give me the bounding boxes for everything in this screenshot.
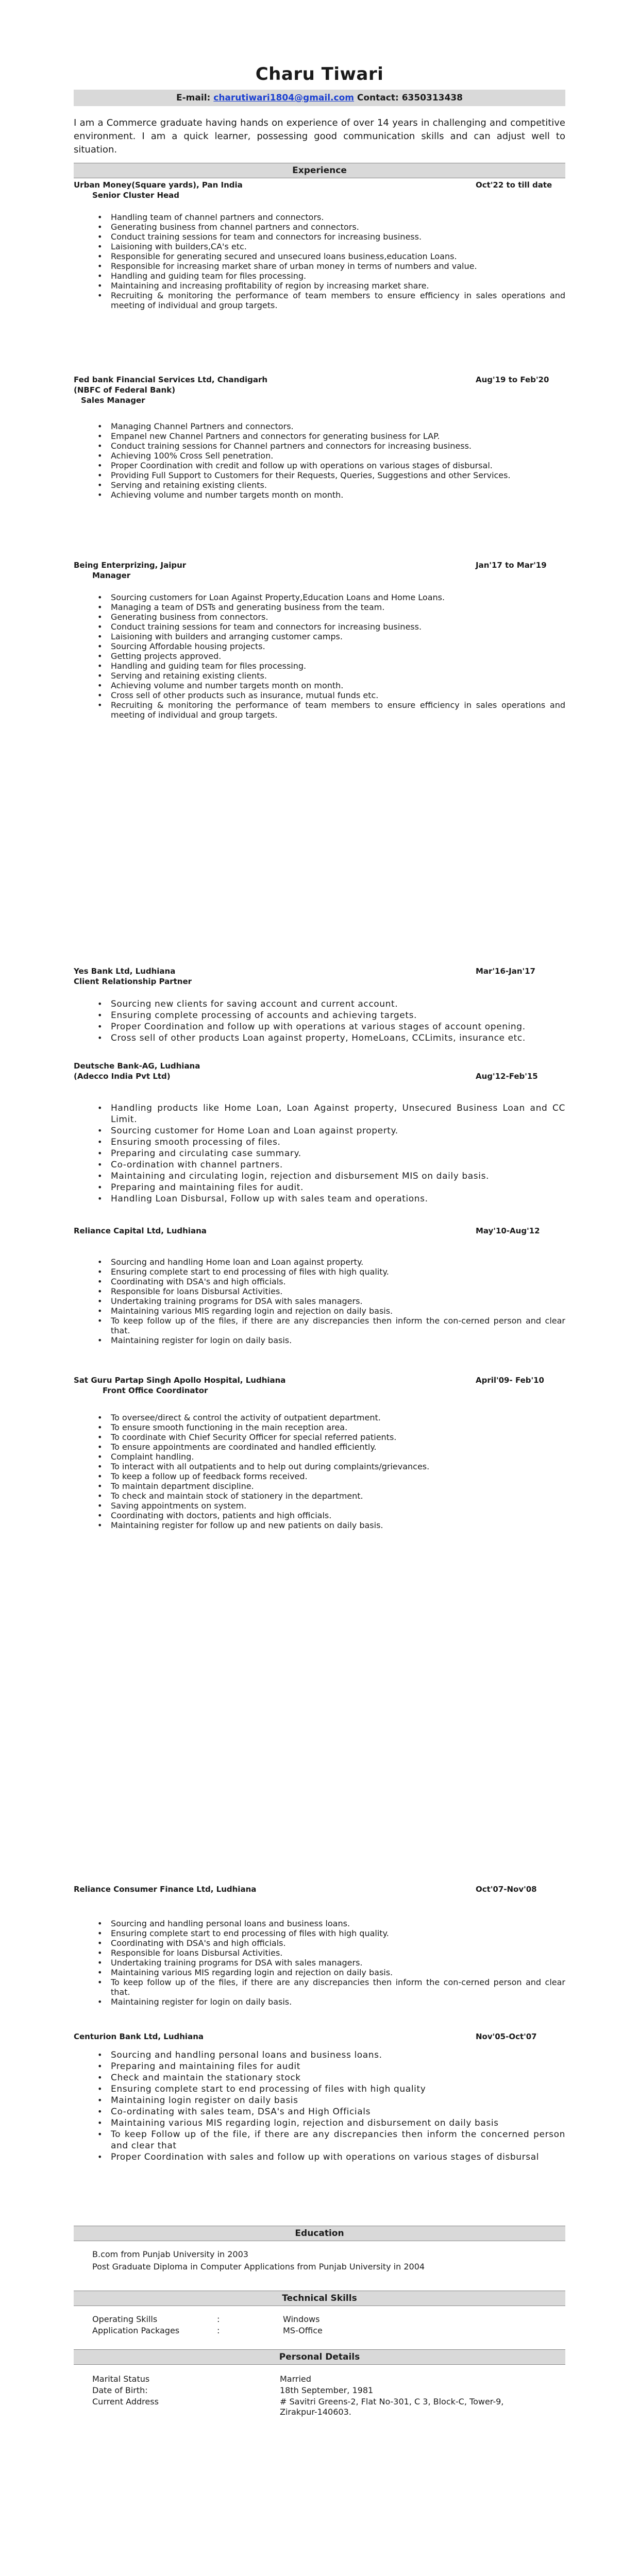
list-item: • Preparing and maintaining files for audit <box>74 2061 565 2072</box>
list-item: • Preparing and maintaining files for audit. <box>74 1182 565 1193</box>
job-role: Senior Cluster Head <box>92 191 180 200</box>
job-company: Yes Bank Ltd, Ludhiana <box>74 967 176 976</box>
job-company: Deutsche Bank-AG, Ludhiana <box>74 1061 200 1071</box>
summary-paragraph: I am a Commerce graduate having hands on experience of over 14 years in challenging and competitive environment. I am a quick learner, possessing good communication skills and can adjust well to situation. <box>74 117 565 155</box>
list-item: • Managing a team of DSTs and generating business from the team. <box>74 602 565 612</box>
list-item: • Generating business from channel partners and connectors. <box>74 222 565 232</box>
list-item: • To maintain department discipline. <box>74 1481 565 1491</box>
list-item: • To keep follow up of the files, if there are any discrepancies then inform the con-cerned person and clear that. <box>74 1316 565 1335</box>
job-dates: Aug'12-Feb'15 <box>476 1072 538 1081</box>
job-dates: Nov'05-Oct'07 <box>476 2032 537 2041</box>
personal-key: Date of Birth: <box>92 2385 148 2395</box>
job-duties-list <box>74 1103 565 1205</box>
list-item: • Generating business from connectors. <box>74 612 565 622</box>
list-item: • Proper Coordination with credit and follow up with operations on various stages of disbursal. <box>74 461 565 470</box>
list-item: • To oversee/direct & control the activity of outpatient department. <box>74 1413 565 1422</box>
job-role: Sales Manager <box>81 396 145 405</box>
section-education: Education <box>74 2226 565 2241</box>
list-item: • To check and maintain stock of stationery in the department. <box>74 1491 565 1501</box>
list-item: • Maintaining various MIS regarding login and rejection on daily basis. <box>74 1968 565 1977</box>
job-company: Reliance Capital Ltd, Ludhiana <box>74 1226 207 1235</box>
personal-value: 18th September, 1981 <box>280 2385 374 2395</box>
list-item: • Responsible for loans Disbursal Activities. <box>74 1286 565 1296</box>
job-dates: April'09- Feb'10 <box>476 1376 544 1385</box>
list-item: • Sourcing and handling Home loan and Loan against property. <box>74 1257 565 1267</box>
list-item: • Co-ordinating with sales team, DSA's and High Officials <box>74 2106 565 2117</box>
list-item: • To keep Follow up of the file, if there are any discrepancies then inform the concerned person and clear that <box>74 2129 565 2151</box>
list-item: • Check and maintain the stationary stock <box>74 2072 565 2083</box>
list-item: • Maintaining register for login on daily basis. <box>74 1997 565 2007</box>
list-item: • Handling team of channel partners and connectors. <box>74 212 565 222</box>
list-item: • Saving appointments on system. <box>74 1501 565 1511</box>
job-company: Being Enterprizing, Jaipur <box>74 561 187 570</box>
list-item: • To keep a follow up of feedback forms received. <box>74 1471 565 1481</box>
list-item: • Proper Coordination and follow up with operations at various stages of account opening. <box>74 1021 565 1032</box>
list-item: • Cross sell of other products such as insurance, mutual funds etc. <box>74 690 565 700</box>
list-item: • Maintaining login register on daily basis <box>74 2095 565 2106</box>
skill-key: Application Packages <box>92 2326 180 2335</box>
list-item: • Ensuring complete start to end processing of files with high quality. <box>74 1267 565 1277</box>
list-item: • To ensure smooth functioning in the main reception area. <box>74 1422 565 1432</box>
list-item: • Achieving volume and number targets month on month. <box>74 490 565 500</box>
list-item: • Proper Coordination with sales and follow up with operations on various stages of disbursal <box>74 2151 565 2163</box>
job-duties-list <box>74 421 565 500</box>
list-item: • Sourcing Affordable housing projects. <box>74 641 565 651</box>
job-dates: Mar'16-Jan'17 <box>476 967 535 976</box>
list-item: • To keep follow up of the files, if there are any discrepancies then inform the con-cerned person and clear that. <box>74 1977 565 1997</box>
list-item: • Complaint handling. <box>74 1452 565 1462</box>
list-item: • Preparing and circulating case summary. <box>74 1148 565 1159</box>
list-item: • Handling and guiding team for files processing. <box>74 661 565 671</box>
job-dates: Oct'07-Nov'08 <box>476 1885 537 1894</box>
job-company-note: (Adecco India Pvt Ltd) <box>74 1072 171 1081</box>
personal-key: Marital Status <box>92 2374 150 2384</box>
list-item: • Getting projects approved. <box>74 651 565 661</box>
list-item: • Ensuring complete processing of accounts and achieving targets. <box>74 1010 565 1021</box>
list-item: • Co-ordination with channel partners. <box>74 1159 565 1171</box>
candidate-name: Charu Tiwari <box>255 64 384 84</box>
email-label: E-mail: <box>176 93 211 103</box>
contact-label: Contact: <box>357 93 399 103</box>
list-item: • Maintaining and circulating login, rejection and disbursement MIS on daily basis. <box>74 1171 565 1182</box>
list-item: • To interact with all outpatients and to help out during complaints/grievances. <box>74 1462 565 1471</box>
job-company: Reliance Consumer Finance Ltd, Ludhiana <box>74 1885 257 1894</box>
job-duties-list <box>74 998 565 1044</box>
list-item: • Undertaking training programs for DSA with sales managers. <box>74 1958 565 1968</box>
list-item: • Managing Channel Partners and connectors. <box>74 421 565 431</box>
list-item: • Sourcing customer for Home Loan and Loan against property. <box>74 1125 565 1137</box>
list-item: • Handling products like Home Loan, Loan Against property, Unsecured Business Loan and CC Limit. <box>74 1103 565 1125</box>
list-item: • Conduct training sessions for Channel partners and connectors for increasing business. <box>74 441 565 451</box>
list-item: • Cross sell of other products Loan against property, HomeLoans, CCLimits, insurance etc. <box>74 1032 565 1044</box>
job-role: Front Office Coordinator <box>103 1386 208 1395</box>
skill-key: Operating Skills <box>92 2314 158 2324</box>
list-item: • Laisioning with builders and arranging customer camps. <box>74 632 565 641</box>
list-item: • Conduct training sessions for team and connectors for increasing business. <box>74 622 565 632</box>
list-item: • Handling and guiding team for files processing. <box>74 271 565 281</box>
job-dates: Oct'22 to till date <box>476 180 552 190</box>
list-item: • Maintaining register for login on daily basis. <box>74 1335 565 1345</box>
job-role: Manager <box>92 571 131 580</box>
list-item: • Sourcing and handling personal loans and business loans. <box>74 1919 565 1928</box>
personal-key: Current Address <box>92 2397 159 2406</box>
list-item: • Ensuring smooth processing of files. <box>74 1137 565 1148</box>
list-item: • To coordinate with Chief Security Officer for special referred patients. <box>74 1432 565 1442</box>
job-company: Urban Money(Square yards), Pan India <box>74 180 243 190</box>
list-item: • Responsible for loans Disbursal Activities. <box>74 1948 565 1958</box>
contact-number: 6350313438 <box>401 93 463 103</box>
list-item: • Achieving 100% Cross Sell penetration. <box>74 451 565 461</box>
job-dates: Aug'19 to Feb'20 <box>476 375 549 384</box>
list-item: • Serving and retaining existing clients. <box>74 480 565 490</box>
list-item: • Sourcing new clients for saving account and current account. <box>74 998 565 1010</box>
personal-value: # Savitri Greens-2, Flat No-301, C 3, Block-C, Tower-9, Zirakpur-140603. <box>280 2397 504 2417</box>
skill-value: Windows <box>283 2314 320 2324</box>
list-item: • Empanel new Channel Partners and connectors for generating business for LAP. <box>74 431 565 441</box>
list-item: • Responsible for increasing market share of urban money in terms of numbers and value. <box>74 261 565 271</box>
list-item: • Undertaking training programs for DSA with sales managers. <box>74 1296 565 1306</box>
list-item: • Maintaining and increasing profitability of region by increasing market share. <box>74 281 565 291</box>
list-item: • Achieving volume and number targets month on month. <box>74 681 565 690</box>
list-item: • Coordinating with DSA's and high officials. <box>74 1277 565 1286</box>
section-experience: Experience <box>74 163 565 178</box>
job-company-note: (NBFC of Federal Bank) <box>74 385 176 395</box>
job-company: Fed bank Financial Services Ltd, Chandigarh <box>74 375 268 384</box>
list-item: • Responsible for generating secured and unsecured loans business,education Loans. <box>74 251 565 261</box>
education-item: Post Graduate Diploma in Computer Applications from Punjab University in 2004 <box>92 2262 425 2272</box>
list-item: • Ensuring complete start to end processing of files with high quality <box>74 2083 565 2095</box>
job-company: Centurion Bank Ltd, Ludhiana <box>74 2032 204 2041</box>
job-duties-list <box>74 2049 565 2163</box>
list-item: • Sourcing and handling personal loans and business loans. <box>74 2049 565 2061</box>
job-duties-list <box>74 1257 565 1345</box>
list-item: • Laisioning with builders,CA's etc. <box>74 242 565 251</box>
list-item: • Providing Full Support to Customers for their Requests, Queries, Suggestions and other Services. <box>74 470 565 480</box>
skill-sep: : <box>217 2314 220 2324</box>
job-duties-list <box>74 592 565 720</box>
job-duties-list <box>74 1413 565 1530</box>
job-duties-list <box>74 1919 565 2007</box>
list-item: • Handling Loan Disbursal, Follow up with sales team and operations. <box>74 1193 565 1205</box>
skill-sep: : <box>217 2326 220 2335</box>
list-item: • Coordinating with doctors, patients and high officials. <box>74 1511 565 1520</box>
list-item: • Maintaining various MIS regarding login and rejection on daily basis. <box>74 1306 565 1316</box>
list-item: • Maintaining register for follow up and new patients on daily basis. <box>74 1520 565 1530</box>
job-company: Sat Guru Partap Singh Apollo Hospital, Ludhiana <box>74 1376 286 1385</box>
email-link[interactable]: charutiwari1804@gmail.com <box>213 93 354 103</box>
list-item: • To ensure appointments are coordinated and handled efficiently. <box>74 1442 565 1452</box>
contact-bar <box>74 90 565 106</box>
list-item: • Recruiting & monitoring the performance of team members to ensure efficiency in sales operations and meeting of individual and group targets. <box>74 291 565 310</box>
list-item: • Maintaining various MIS regarding login, rejection and disbursement on daily basis <box>74 2117 565 2129</box>
list-item: • Recruiting & monitoring the performance of team members to ensure efficiency in sales operations and meeting of individual and group targets. <box>74 700 565 720</box>
list-item: • Ensuring complete start to end processing of files with high quality. <box>74 1928 565 1938</box>
section-technical-skills: Technical Skills <box>74 2291 565 2306</box>
job-dates: May'10-Aug'12 <box>476 1226 540 1235</box>
list-item: • Conduct training sessions for team and connectors for increasing business. <box>74 232 565 242</box>
list-item: • Sourcing customers for Loan Against Property,Education Loans and Home Loans. <box>74 592 565 602</box>
section-personal-details: Personal Details <box>74 2349 565 2365</box>
job-duties-list <box>74 212 565 310</box>
job-dates: Jan'17 to Mar'19 <box>476 561 547 570</box>
job-role: Client Relationship Partner <box>74 977 192 986</box>
list-item: • Coordinating with DSA's and high officials. <box>74 1938 565 1948</box>
personal-value: Married <box>280 2374 311 2384</box>
education-item: B.com from Punjab University in 2003 <box>92 2249 248 2259</box>
list-item: • Serving and retaining existing clients. <box>74 671 565 681</box>
skill-value: MS-Office <box>283 2326 323 2335</box>
